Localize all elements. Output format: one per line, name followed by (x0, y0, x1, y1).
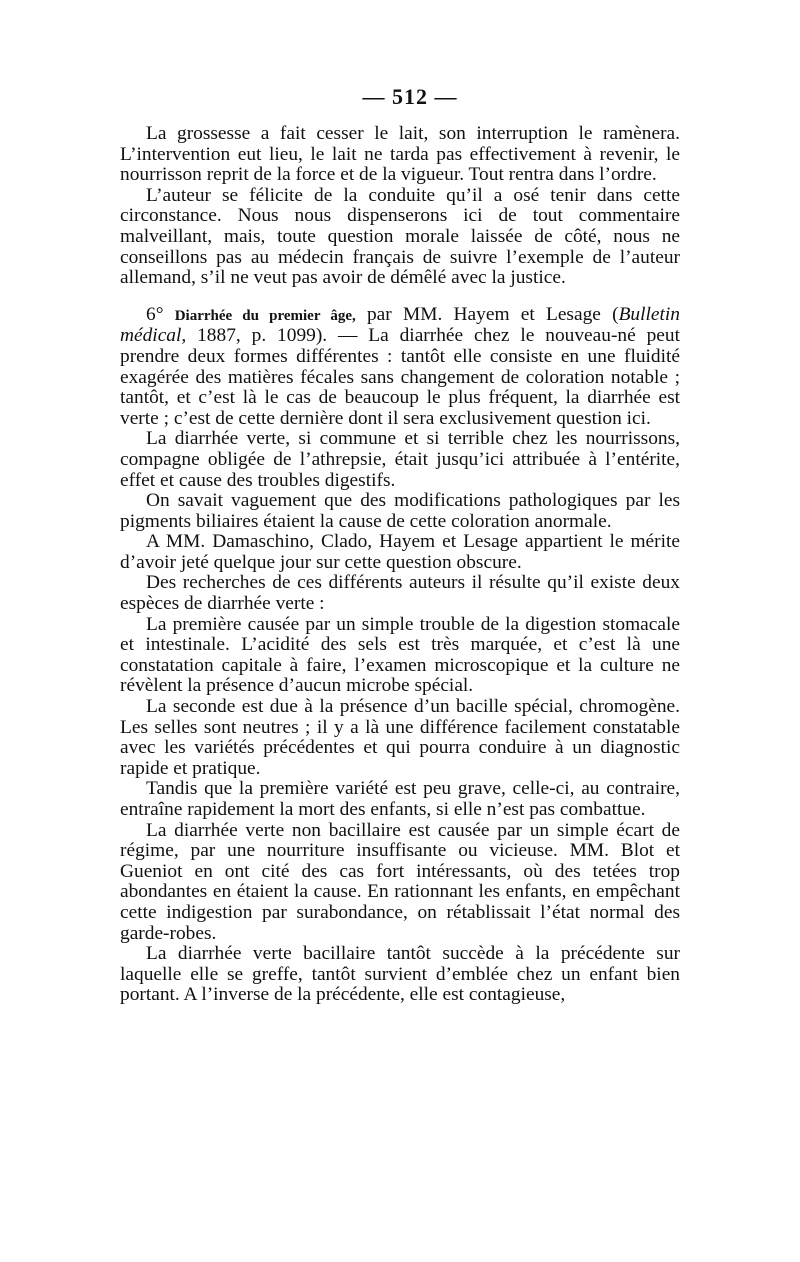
paragraph-6: A MM. Damaschino, Clado, Hayem et Lesage appartient le mérite d’avoir jeté quelque jour sur cette question obscure. (120, 531, 680, 573)
paragraph-12: La diarrhée verte bacillaire tantôt succède à la précédente sur laquelle elle se greffe, tantôt survient d’emblée chez un enfant bien portant. A l’inverse de la précédente, elle est contagieuse, (120, 943, 680, 1006)
section-authors: par MM. Hayem et Lesage ( (355, 303, 619, 325)
document-page (120, 84, 680, 1006)
paragraph-1: La grossesse a fait cesser le lait, son interruption le ramènera. L’intervention eut lieu, le lait ne tarda pas effectivement à revenir, le nourrisson reprit de la force et de la vigueur. Tout rentra dans l’ordre. (120, 123, 680, 186)
section-source: Bulletin médical, (120, 303, 680, 347)
paragraph-7: Des recherches de ces différents auteurs il résulte qu’il existe deux espèces de diarrhée verte : (120, 572, 680, 615)
paragraph-2: L’auteur se félicite de la conduite qu’il a osé tenir dans cette circonstance. Nous nous dispenserons ici de tout commentaire malveillant, mais, toute question morale laissée de côté, nous ne conseillons pas au médecin français de suivre l’exemple de l’auteur allemand, s’il ne veut pas avoir de démêlé avec la justice. (120, 184, 680, 289)
paragraph-5: On savait vaguement que des modifications pathologiques par les pigments biliaires étaient la cause de cette coloration anormale. (120, 490, 680, 532)
paragraph-8: La première causée par un simple trouble de la digestion stomacale et intestinale. L’acidité des sels est très marquée, et c’est là une constatation capitale à faire, l’examen microscopique et la culture ne révèlent la présence d’aucun microbe spécial. (120, 613, 680, 697)
section-heading: Diarrhée du premier âge, (174, 307, 356, 324)
paragraph-11: La diarrhée verte non bacillaire est causée par un simple écart de régime, par une nourriture insuffisante ou vicieuse. MM. Blot et Gueniot en ont cité des cas fort intéressants, où des tetées trop abondantes en étaient la cause. En rationnant les enfants, en empêchant cette indigestion par surabondance, on rétablissait l’état normal des garde-robes. (120, 819, 680, 944)
section-6-paragraph (120, 305, 680, 430)
section-number: 6° (146, 303, 175, 325)
paragraph-4: La diarrhée verte, si commune et si terrible chez les nourrissons, compagne obligée de l’athrepsie, était jusqu’ici attribuée à l’entérite, effet et cause des troubles digestifs. (120, 428, 680, 491)
paragraph-10: Tandis que la première variété est peu grave, celle-ci, au contraire, entraîne rapidement la mort des enfants, si elle n’est pas combattue. (120, 778, 680, 820)
section-body: 1887, p. 1099). — La diarrhée chez le nouveau-né peut prendre deux formes différentes : tantôt elle consiste en une fluidité exagérée des matières fécales sans changement de coloration notable ; tantôt, et c’est là le cas de beaucoup le plus fréquent, la diarrhée est verte ; c’est de cette dernière dont il sera exclusivement question ici. (120, 325, 680, 429)
page-number: — 512 — (362, 84, 458, 109)
paragraph-9: La seconde est due à la présence d’un bacille spécial, chromogène. Les selles sont neutres ; il y a là une différence facilement constatable avec les variétés précédentes et qui pourra conduire à un diagnostic rapide et pratique. (120, 696, 680, 779)
